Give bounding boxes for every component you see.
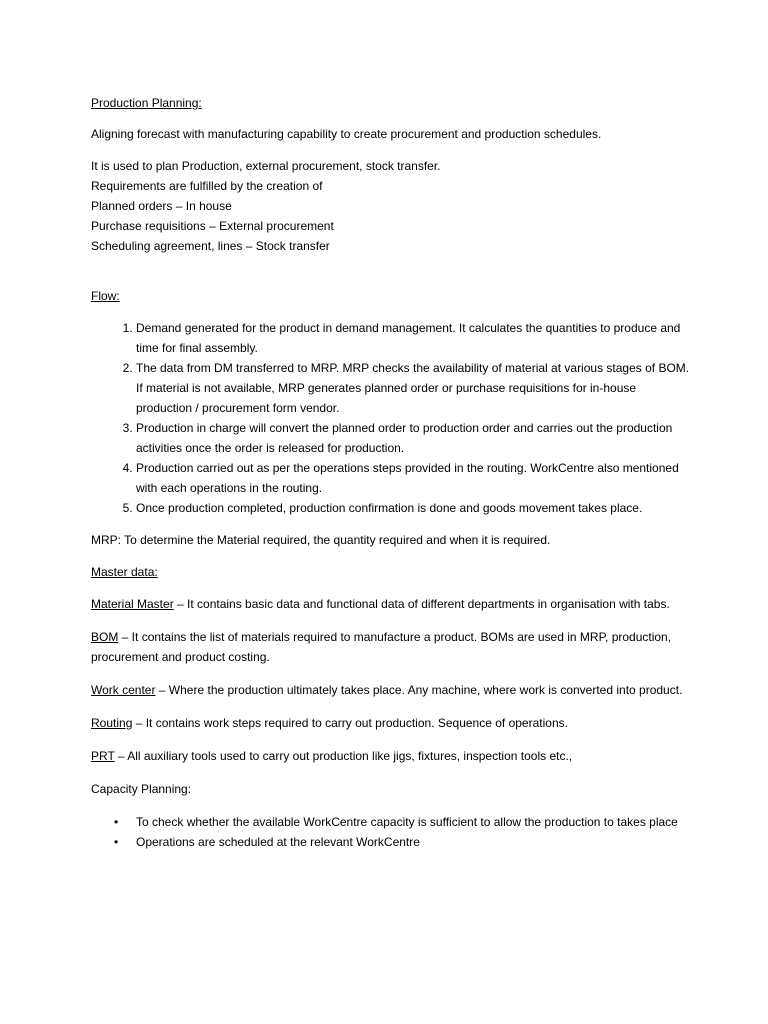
usage-line: Scheduling agreement, lines – Stock transfer xyxy=(91,239,330,253)
usage-line: Purchase requisitions – External procurement xyxy=(91,219,334,233)
capacity-bullets-list xyxy=(91,812,691,852)
master-data-term: PRT xyxy=(91,749,115,763)
flow-step: 5. Once production completed, production confirmation is done and goods movement takes place. xyxy=(136,498,691,518)
master-data-description: – It contains the list of materials required to manufacture a product. BOMs are used in MRP, production, procurement and product costing. xyxy=(91,630,672,664)
capacity-bullet-item xyxy=(114,812,691,832)
flow-step: 1. Demand generated for the product in demand management. It calculates the quantities to produce and time for final assembly. xyxy=(136,318,691,358)
master-data-heading: Master data: xyxy=(91,565,158,579)
capacity-bullet-text: To check whether the available WorkCentre capacity is sufficient to allow the production to takes place xyxy=(136,815,678,829)
document-page xyxy=(91,93,691,852)
document-title: Production Planning: xyxy=(91,96,202,110)
master-data-item-work-center xyxy=(91,680,691,700)
master-data-item-bom xyxy=(91,627,691,667)
flow-step: 4. Production carried out as per the operations steps provided in the routing. WorkCentre also mentioned with each operations in the routing. xyxy=(136,458,691,498)
mrp-definition: MRP: To determine the Material required, the quantity required and when it is required. xyxy=(91,533,551,547)
master-data-item-material-master xyxy=(91,594,691,614)
master-data-description: – All auxiliary tools used to carry out production like jigs, fixtures, inspection tools etc., xyxy=(114,749,573,763)
master-data-term: Routing xyxy=(91,716,133,730)
usage-block xyxy=(91,156,691,256)
flow-step: 3. Production in charge will convert the planned order to production order and carries out the production activities once the order is released for production. xyxy=(136,418,691,458)
capacity-bullet-item xyxy=(114,832,691,852)
master-data-description: – It contains work steps required to carry out production. Sequence of operations. xyxy=(132,716,568,730)
flow-steps-list xyxy=(91,318,691,518)
master-data-item-prt xyxy=(91,746,691,766)
flow-step: 2. The data from DM transferred to MRP. MRP checks the availability of material at various stages of BOM. If material is not available, MRP generates planned order or purchase requisitions for in-house production / procurement form vendor. xyxy=(136,358,691,418)
master-data-term: BOM xyxy=(91,630,119,644)
bullet-icon: • xyxy=(114,815,119,829)
intro-paragraph: Aligning forecast with manufacturing capability to create procurement and production schedules. xyxy=(91,127,602,141)
master-data-item-routing xyxy=(91,713,691,733)
master-data-description: – It contains basic data and functional data of different departments in organisation with tabs. xyxy=(173,597,670,611)
usage-line: Requirements are fulfilled by the creation of xyxy=(91,179,323,193)
bullet-icon: • xyxy=(114,835,119,849)
master-data-description: – Where the production ultimately takes place. Any machine, where work is converted into product. xyxy=(155,683,683,697)
flow-heading: Flow: xyxy=(91,289,120,303)
capacity-bullet-text: Operations are scheduled at the relevant WorkCentre xyxy=(136,835,420,849)
usage-line: Planned orders – In house xyxy=(91,199,232,213)
usage-line: It is used to plan Production, external procurement, stock transfer. xyxy=(91,159,441,173)
master-data-term: Material Master xyxy=(91,597,174,611)
master-data-term: Work center xyxy=(91,683,156,697)
capacity-planning-heading: Capacity Planning: xyxy=(91,782,192,796)
